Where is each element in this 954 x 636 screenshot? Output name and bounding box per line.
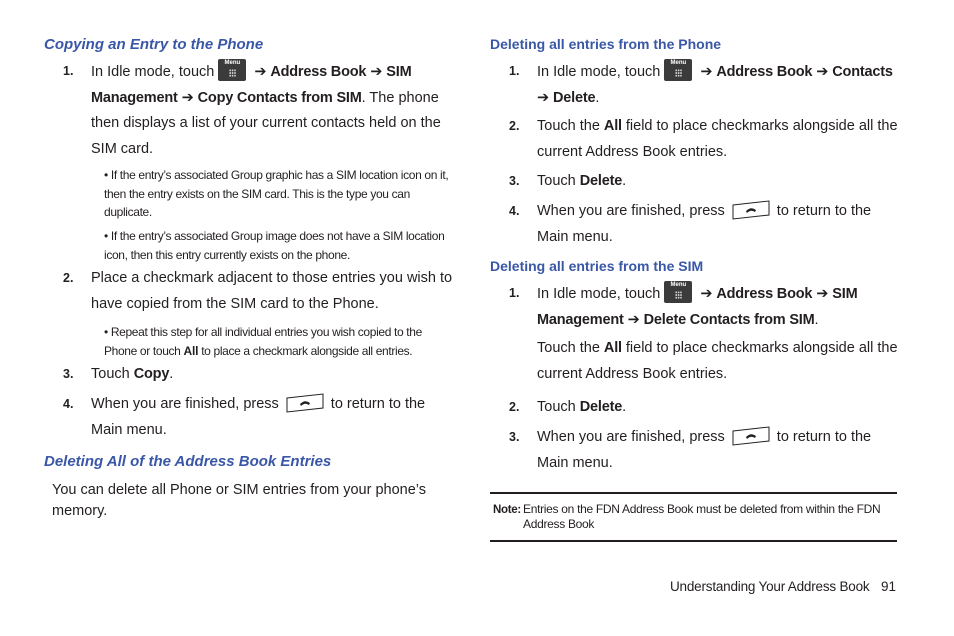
- menu-key-icon: Menu: [664, 281, 692, 303]
- step-text: In Idle mode, touch Menu ➔ Address Book ➔ SIM Management ➔ Delete Contacts from SIM.: [537, 282, 858, 328]
- step-number: 3.: [509, 430, 520, 444]
- bold-sim-management: SIM Management: [537, 286, 858, 328]
- step-number: 3.: [509, 174, 520, 188]
- arrow-icon: ➔: [816, 286, 829, 302]
- step-text: Touch Delete.: [537, 173, 627, 189]
- step-number: 1.: [63, 64, 74, 78]
- end-key-icon: [731, 425, 771, 447]
- step-number: 4.: [509, 204, 520, 218]
- bold-all: All: [603, 118, 622, 134]
- page-number: 91: [881, 579, 897, 594]
- arrow-icon: ➔: [537, 89, 549, 106]
- heading-delete-sim: Deleting all entries from the SIM: [490, 258, 704, 274]
- step-text: Place a checkmark adjacent to those entries you wish to have copied from the SIM card to the Phone.: [91, 270, 453, 312]
- arrow-icon: ➔: [700, 286, 713, 302]
- step-text: When you are finished, press to return to the Main menu.: [91, 392, 454, 443]
- end-key-icon: [731, 199, 771, 221]
- step-text: Touch the All field to place checkmarks alongside all the current Address Book entries.: [537, 118, 898, 160]
- note-label: Note:: [493, 504, 521, 516]
- heading-delete-phone: Deleting all entries from the Phone: [490, 36, 722, 52]
- arrow-icon: ➔: [181, 89, 194, 106]
- arrow-icon: ➔: [370, 64, 383, 80]
- arrow-icon: ➔: [254, 64, 267, 80]
- step-number: 2.: [509, 400, 520, 414]
- step-number: 2.: [63, 271, 74, 285]
- intro-paragraph: You can delete all Phone or SIM entries from your phone’s memory.: [52, 482, 427, 519]
- bold-copy-contacts: Copy Contacts from SIM: [197, 89, 362, 106]
- step-number: 2.: [509, 119, 520, 133]
- step-number: 1.: [509, 64, 520, 78]
- heading-deleting-all: Deleting All of the Address Book Entries: [44, 453, 332, 470]
- step-number: 1.: [509, 286, 520, 300]
- step-text: Touch Delete.: [537, 399, 627, 415]
- arrow-icon: ➔: [627, 311, 640, 328]
- bold-all: All: [603, 340, 622, 356]
- note-text: Entries on the FDN Address Book must be deleted from within the FDN Address Book: [523, 502, 881, 531]
- bold-delete-contacts: Delete Contacts from SIM: [643, 311, 815, 328]
- arrow-icon: ➔: [816, 64, 829, 80]
- bold-all: All: [183, 343, 199, 358]
- bold-address-book: Address Book: [716, 286, 813, 302]
- step-text: [91, 59, 454, 162]
- menu-key-icon: Menu: [218, 59, 246, 81]
- menu-key-icon: Menu: [664, 59, 692, 81]
- bold-sim-management: SIM Management: [91, 64, 412, 106]
- step-text: When you are finished, press to return to the Main menu.: [537, 425, 900, 476]
- bold-address-book: Address Book: [270, 64, 367, 80]
- note-box: [490, 492, 897, 542]
- bold-copy: Copy: [133, 366, 170, 382]
- bold-contacts: Contacts: [832, 64, 893, 80]
- bullet-text: If the entry’s associated Group graphic has a SIM location icon on it, then the entry exists on the SIM card. This is the type you can duplicate.: [104, 168, 449, 219]
- step-text-pre: In Idle mode, touch: [91, 64, 215, 80]
- step-number: 3.: [63, 367, 74, 381]
- step-text: When you are finished, press to return to the Main menu.: [537, 199, 900, 250]
- step-text: Touch Copy.: [91, 366, 174, 382]
- heading-copying-entry: Copying an Entry to the Phone: [44, 36, 264, 53]
- bullet-text: If the entry’s associated Group image does not have a SIM location icon, then this entry currently exists on the phone.: [104, 229, 445, 262]
- arrow-icon: ➔: [700, 64, 713, 80]
- bullet-text-post: to place a checkmark alongside all entries.: [201, 343, 413, 358]
- step-text: In Idle mode, touch Menu ➔ Address Book ➔ Contacts ➔ Delete.: [537, 60, 893, 106]
- bullet-text: Repeat this step for all individual entries you wish copied to the Phone or touch: [104, 325, 422, 358]
- step-text: Touch the All field to place checkmarks alongside all the current Address Book entries.: [537, 340, 898, 382]
- bold-address-book: Address Book: [716, 64, 813, 80]
- bold-delete: Delete: [579, 399, 623, 415]
- bold-delete: Delete: [552, 89, 596, 106]
- step-text-post: . The phone then displays a list of your current contacts held on the SIM card.: [91, 89, 441, 157]
- step-number: 4.: [63, 397, 74, 411]
- footer-section-title: Understanding Your Address Book: [670, 579, 870, 594]
- end-key-icon: [285, 392, 325, 414]
- bold-delete: Delete: [579, 173, 623, 189]
